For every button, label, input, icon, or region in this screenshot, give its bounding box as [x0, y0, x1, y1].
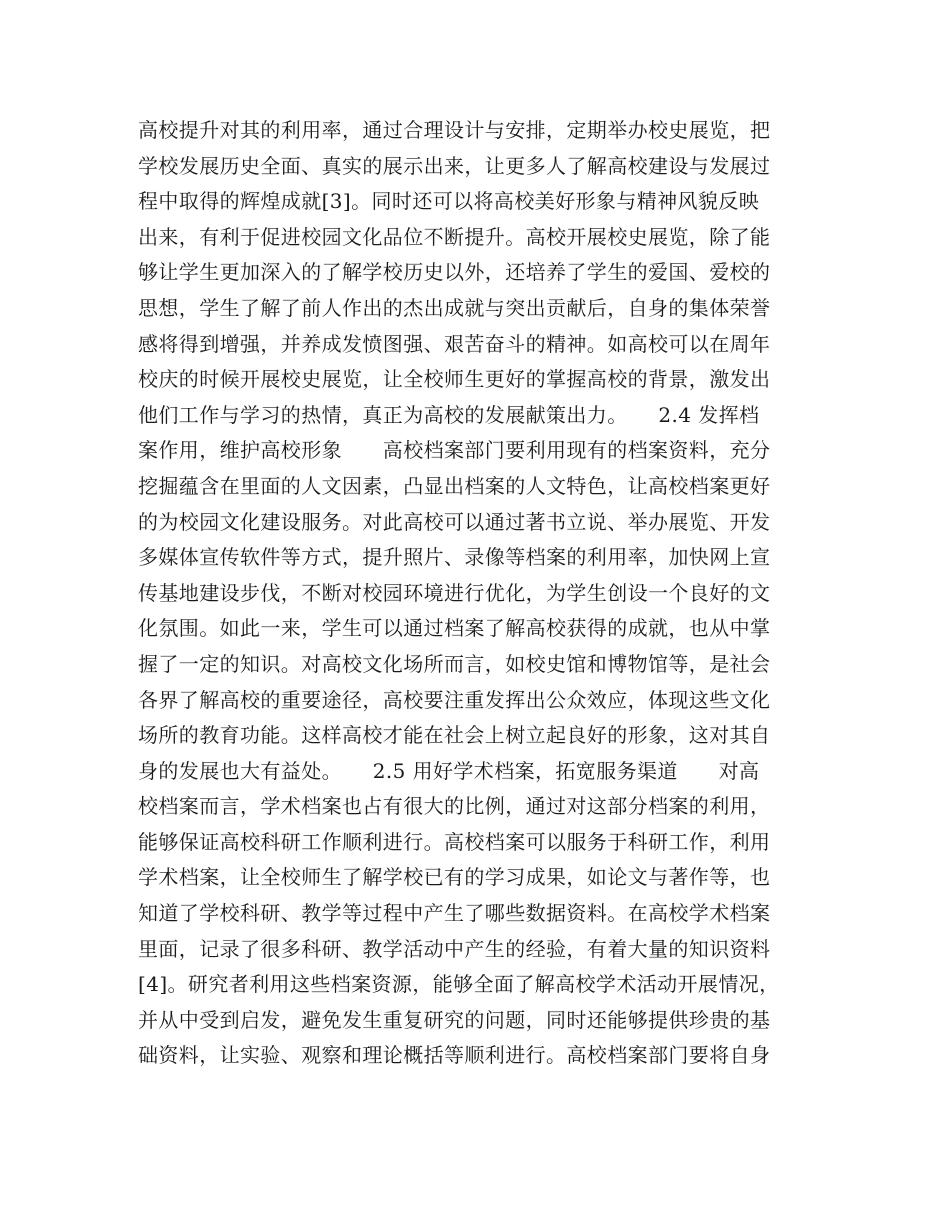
body-text	[138, 113, 818, 1074]
text-line: 够让学生更加深入的了解学校历史以外，还培养了学生的爱国、爱校的	[138, 260, 771, 285]
text-line: 高校提升对其的利用率，通过合理设计与安排，定期举办校史展览，把	[138, 118, 771, 142]
text-line: 并从中受到启发，避免发生重复研究的问题，同时还能够提供珍贵的基	[138, 1007, 771, 1032]
text-line: 校档案而言，学术档案也占有很大的比例，通过对这部分档案的利用，	[138, 794, 771, 819]
text-line: 里面，记录了很多科研、教学活动中产生的经验，有着大量的知识资料	[138, 936, 771, 961]
text-line: 知道了学校科研、教学等过程中产生了哪些数据资料。在高校学术档案	[138, 901, 771, 926]
text-line: 出来，有利于促进校园文化品位不断提升。高校开展校史展览，除了能	[138, 224, 771, 249]
text-line: 感将得到增强，并养成发愤图强、艰苦奋斗的精神。如高校可以在周年	[138, 331, 771, 356]
text-line: 他们工作与学习的热情，真正为高校的发展献策出力。 2.4 发挥档	[138, 402, 760, 427]
text-line: 多媒体宣传软件等方式，提升照片、录像等档案的利用率，加快网上宣	[138, 545, 771, 570]
text-line: 案作用，维护高校形象 高校档案部门要利用现有的档案资料，充分	[138, 438, 771, 463]
text-line: 握了一定的知识。对高校文化场所而言，如校史馆和博物馆等，是社会	[138, 651, 771, 676]
text-line: 程中取得的辉煌成就[3]。同时还可以将高校美好形象与精神风貌反映	[138, 189, 760, 214]
text-line: 础资料，让实验、观察和理论概括等顺利进行。高校档案部门要将自身	[138, 1043, 771, 1068]
text-line: 场所的教育功能。这样高校才能在社会上树立起良好的形象，这对其自	[138, 723, 771, 748]
text-line: 各界了解高校的重要途径，高校要注重发挥出公众效应，体现这些文化	[138, 687, 771, 712]
text-line: 学校发展历史全面、真实的展示出来，让更多人了解高校建设与发展过	[138, 153, 771, 178]
text-line: 挖掘蕴含在里面的人文因素，凸显出档案的人文特色，让高校档案更好	[138, 473, 771, 498]
text-line: 传基地建设步伐，不断对校园环境进行优化，为学生创设一个良好的文	[138, 580, 771, 605]
text-line: [4]。研究者利用这些档案资源，能够全面了解高校学术活动开展情况，	[138, 972, 780, 997]
text-line: 校庆的时候开展校史展览，让全校师生更好的掌握高校的背景，激发出	[138, 367, 771, 392]
text-line: 思想，学生了解了前人作出的杰出成就与突出贡献后，自身的集体荣誉	[138, 295, 771, 320]
text-line: 能够保证高校科研工作顺利进行。高校档案可以服务于科研工作，利用	[138, 829, 771, 854]
text-line: 化氛围。如此一来，学生可以通过档案了解高校获得的成就，也从中掌	[138, 616, 771, 641]
text-line: 学术档案，让全校师生了解学校已有的学习成果，如论文与著作等，也	[138, 865, 771, 890]
text-line: 身的发展也大有益处。 2.5 用好学术档案，拓宽服务渠道 对高	[138, 758, 760, 783]
text-line: 的为校园文化建设服务。对此高校可以通过著书立说、举办展览、开发	[138, 509, 771, 534]
